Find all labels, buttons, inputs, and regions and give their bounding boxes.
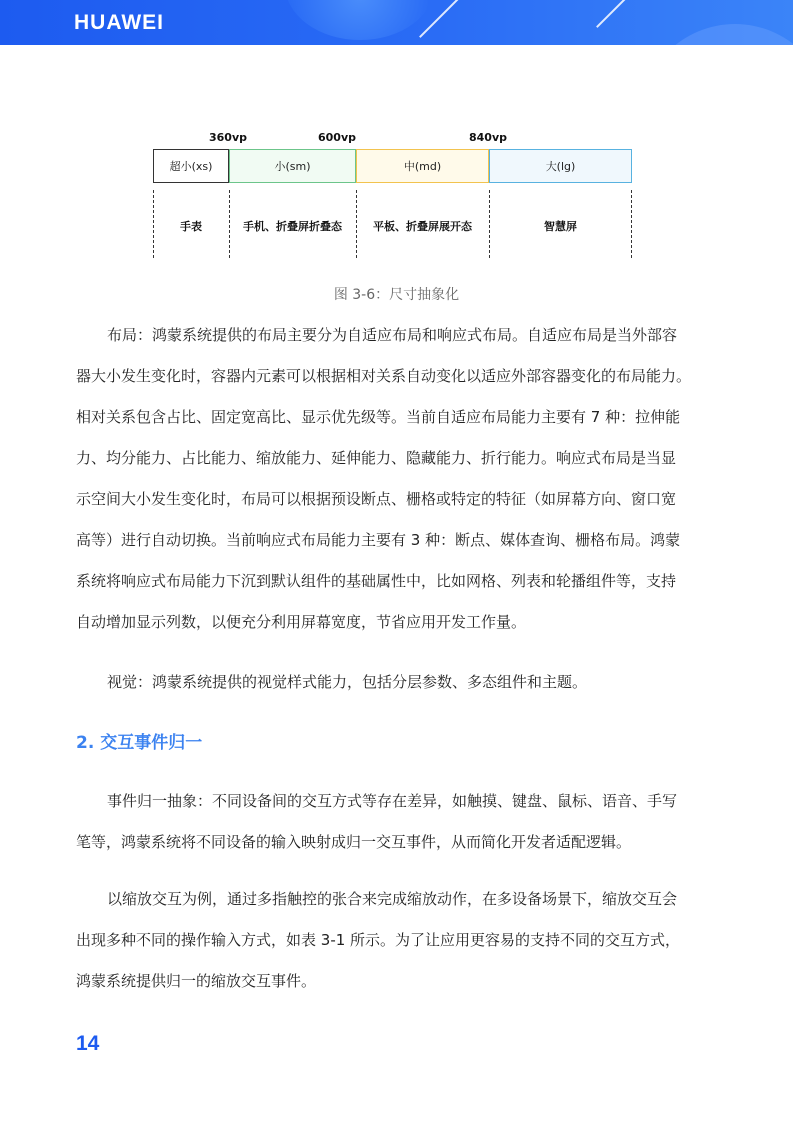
- device-label-phone: 手机、折叠屏折叠态: [243, 220, 342, 233]
- device-label-smart-screen: 智慧屏: [544, 220, 577, 233]
- page-number: 14: [76, 1032, 100, 1055]
- segment-sm: 小(sm): [229, 149, 356, 183]
- paragraph-line: 高等）进行自动切换。当前响应式布局能力主要有 3 种：断点、媒体查询、栅格布局。鸿蒙: [76, 531, 681, 549]
- paragraph-line: 示空间大小发生变化时，布局可以根据预设断点、栅格或特定的特征（如屏幕方向、窗口宽: [76, 490, 677, 508]
- section-title: 2. 交互事件归一: [76, 733, 203, 753]
- segment-md: 中(md): [356, 149, 489, 183]
- paragraph-line: 相对关系包含占比、固定宽高比、显示优先级等。当前自适应布局能力主要有 7 种：拉伸能: [76, 408, 681, 426]
- breakpoint-label-840: 840vp: [469, 131, 508, 144]
- header-decor-circle: [285, 0, 435, 40]
- header-decor-circle: [640, 24, 793, 45]
- paragraph-line: 器大小发生变化时，容器内元素可以根据相对关系自动变化以适应外部容器变化的布局能力。: [76, 367, 692, 385]
- header-decor-line: [596, 0, 640, 28]
- device-label-watch: 手表: [180, 220, 202, 233]
- paragraph-line: 系统将响应式布局能力下沉到默认组件的基础属性中，比如网格、列表和轮播组件等，支持: [76, 572, 677, 590]
- breakpoint-diagram: [150, 128, 640, 268]
- paragraph-line: 事件归一抽象：不同设备间的交互方式等存在差异，如触摸、键盘、鼠标、语音、手写: [107, 792, 678, 810]
- visual-paragraph: [76, 662, 721, 703]
- paragraph-line: 视觉：鸿蒙系统提供的视觉样式能力，包括分层参数、多态组件和主题。: [107, 673, 588, 691]
- zoom-paragraph: [76, 879, 721, 1002]
- breakpoint-label-360: 360vp: [209, 131, 248, 144]
- event-paragraph: [76, 781, 721, 863]
- paragraph-line: 出现多种不同的操作输入方式，如表 3-1 所示。为了让应用更容易的支持不同的交互方式，: [76, 931, 681, 949]
- paragraph-line: 笔等，鸿蒙系统将不同设备的输入映射成归一交互事件，从而简化开发者适配逻辑。: [76, 833, 632, 851]
- paragraph-line: 以缩放交互为例，通过多指触控的张合来完成缩放动作，在多设备场景下，缩放交互会: [107, 890, 678, 908]
- layout-paragraph: [76, 315, 721, 643]
- paragraph-line: 力、均分能力、占比能力、缩放能力、延伸能力、隐藏能力、折行能力。响应式布局是当显: [76, 449, 677, 467]
- segment-lg: 大(lg): [489, 149, 632, 183]
- paragraph-line: 布局：鸿蒙系统提供的布局主要分为自适应布局和响应式布局。自适应布局是当外部容: [107, 326, 678, 344]
- device-label-tablet: 平板、折叠屏展开态: [373, 220, 472, 233]
- paragraph-line: 自动增加显示列数，以便充分利用屏幕宽度，节省应用开发工作量。: [76, 613, 527, 631]
- figure-caption: 图 3-6：尺寸抽象化: [333, 287, 460, 303]
- header-band: [0, 0, 793, 45]
- paragraph-line: 鸿蒙系统提供归一的缩放交互事件。: [76, 972, 317, 990]
- breakpoint-label-600: 600vp: [318, 131, 357, 144]
- brand-logo-text: HUAWEI: [74, 11, 164, 34]
- segment-xs: 超小(xs): [153, 149, 229, 183]
